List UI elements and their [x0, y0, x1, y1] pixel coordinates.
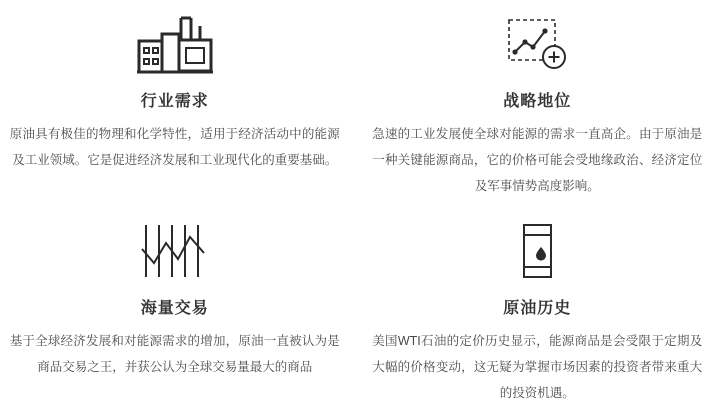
card-title: 行业需求: [140, 93, 209, 110]
volatility-chart-icon: [136, 215, 214, 289]
card-title: 海量交易: [140, 300, 209, 317]
feature-card-strategic-position: [356, 0, 711, 207]
chart-plus-icon: [501, 8, 573, 82]
card-body: 美国WTI石油的定价历史显示，能源商品是会受限于定期及大幅的价格变动，这无疑为掌握市场因素的投资者带来重大的投资机遇。: [372, 334, 703, 400]
card-body: 基于全球经济发展和对能源需求的增加，原油一直被认为是商品交易之王，并获公认为全球交易量最大的商品: [9, 334, 340, 374]
card-title: 战略地位: [503, 93, 572, 110]
factory-icon: [134, 8, 216, 82]
card-body: 原油具有极佳的物理和化学特性，适用于经济活动中的能源及工业领域。它是促进经济发展和工业现代化的重要基础。: [9, 127, 340, 167]
feature-card-oil-history: [356, 207, 711, 414]
feature-card-massive-trading: [0, 207, 356, 414]
card-body: 急速的工业发展使全球对能源的需求一直高企。由于原油是一种关键能源商品，它的价格可能会受地缘政治、经济定位及军事情势高度影响。: [372, 127, 703, 193]
feature-card-industry-demand: [0, 0, 356, 207]
card-title: 原油历史: [503, 300, 572, 317]
oil-barrel-icon: [510, 215, 564, 289]
